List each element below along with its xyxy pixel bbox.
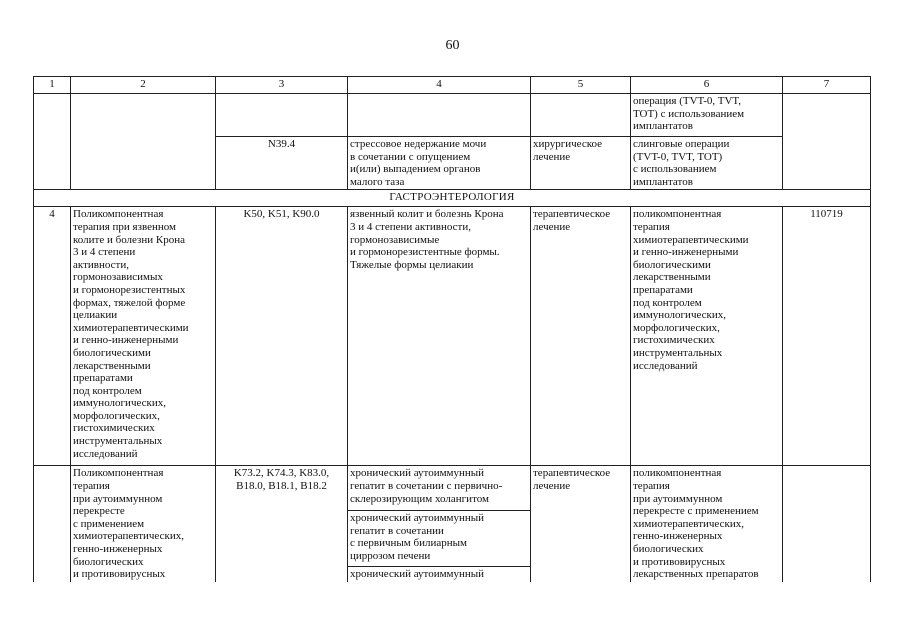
cell-model: хронический аутоиммунный гепатит в сочетании с первично- склерозирующим холангитом [348, 466, 531, 511]
cell-model: язвенный колит и болезнь Крона 3 и 4 степени активности, гормонозависимые и гормонорезистентные формы. Тяжелые формы целиакии [348, 207, 531, 466]
cell-method: поликомпонентная терапия при аутоиммунном перекресте с применением химиотерапевтических, генно-инженерных биологических и противовирусных лекарственных препаратов [631, 466, 783, 582]
cell-model: стрессовое недержание мочи в сочетании с опущением и(или) выпадением органов малого таза [348, 137, 531, 190]
cell-cost [783, 94, 871, 190]
cell-model [348, 94, 531, 137]
header-row [34, 77, 871, 94]
cell-treatment-type: терапевтическое лечение [531, 466, 631, 582]
cell-name: Поликомпонентная терапия при аутоиммунном перекресте с применением химиотерапевтических, генно-инженерных биологических и противовирусных [71, 466, 216, 582]
cell-cost: 110719 [783, 207, 871, 466]
section-row [34, 190, 871, 207]
cell-num: 4 [34, 207, 71, 466]
page-number: 60 [445, 38, 460, 53]
cell-name [71, 94, 216, 190]
header-col-7: 7 [783, 77, 871, 94]
cell-model: хронический аутоиммунный гепатит в сочетании с первичным билиарным циррозом печени [348, 511, 531, 566]
cell-method: поликомпонентная терапия химиотерапевтическими и генно-инженерными биологическими лекарственными препаратами под контролем иммунологических, морфологических, гистохимических инструментальных исследований [631, 207, 783, 466]
cell-treatment-type: хирургическое лечение [531, 137, 631, 190]
cell-model: хронический аутоиммунный [348, 566, 531, 582]
cell-method: операция (TVT-0, TVT, TOT) с использованием имплантатов [631, 94, 783, 137]
cell-treatment-type: терапевтическое лечение [531, 207, 631, 466]
table-row [34, 466, 871, 511]
cell-num [34, 466, 71, 582]
cell-codes: K50, K51, K90.0 [216, 207, 348, 466]
header-col-1: 1 [34, 77, 71, 94]
cell-name: Поликомпонентная терапия при язвенном колите и болезни Крона 3 и 4 степени активности, гормонозависимых и гормонорезистентных формах, тяжелой форме целиакии химиотерапевтическими и генно-инженерными биологическими лекарственными препаратами под контролем иммунологических, морфологических, гистохимических инструментальных исследований [71, 207, 216, 466]
cell-codes [216, 94, 348, 137]
cell-num [34, 94, 71, 190]
header-col-3: 3 [216, 77, 348, 94]
medical-care-table [33, 76, 871, 582]
header-col-5: 5 [531, 77, 631, 94]
header-col-2: 2 [71, 77, 216, 94]
table-row [34, 94, 871, 137]
header-col-6: 6 [631, 77, 783, 94]
section-title: ГАСТРОЭНТЕРОЛОГИЯ [34, 190, 871, 207]
cell-codes: K73.2, K74.3, K83.0, B18.0, B18.1, B18.2 [216, 466, 348, 582]
table-row [34, 207, 871, 466]
cell-cost [783, 466, 871, 582]
cell-method: слинговые операции (TVT-0, TVT, TOT) с использованием имплантатов [631, 137, 783, 190]
cell-codes: N39.4 [216, 137, 348, 190]
cell-treatment-type [531, 94, 631, 137]
header-col-4: 4 [348, 77, 531, 94]
